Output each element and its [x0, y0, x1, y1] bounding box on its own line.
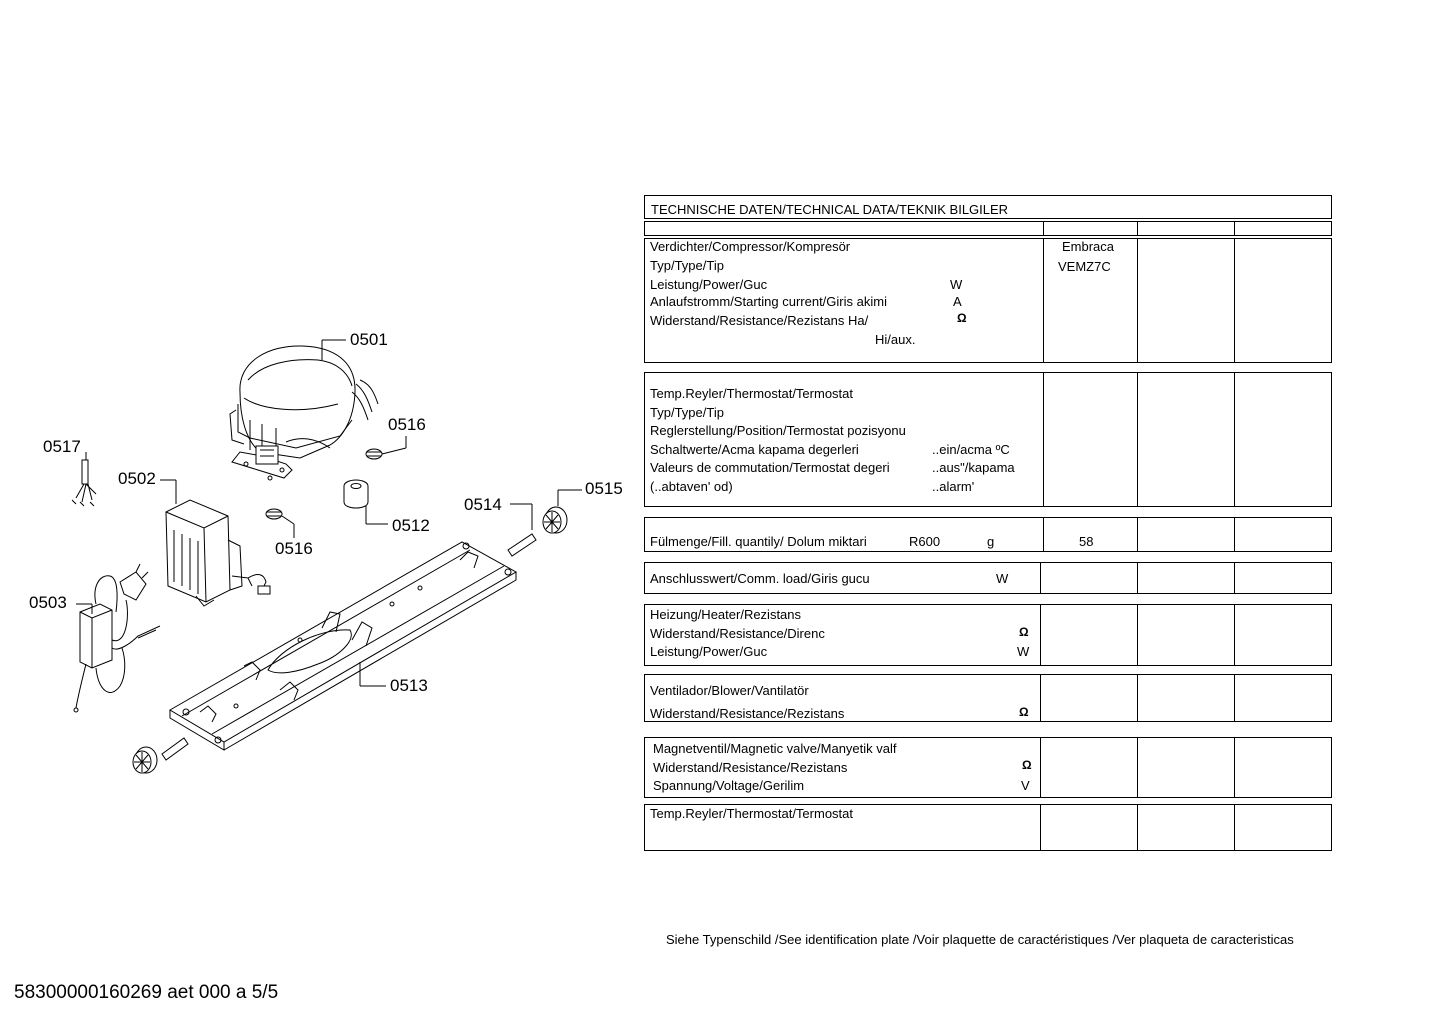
magnetic-valve-voltage-unit: V	[1021, 778, 1030, 793]
compressor-current-unit: A	[953, 294, 962, 309]
pin-lower-drawing	[162, 738, 188, 760]
table-header-title: TECHNISCHE DATEN/TECHNICAL DATA/TEKNIK BILGILER	[651, 202, 1009, 217]
heater-label: Heizung/Heater/Rezistans	[650, 607, 802, 622]
part-label-0515: 0515	[585, 479, 623, 498]
end-cap-lower-drawing	[133, 747, 157, 773]
compressor-resistance-label: Widerstand/Resistance/Rezistans Ha/	[650, 313, 869, 328]
document-id: 58300000160269 aet 000 a 5/5	[14, 982, 279, 1003]
thermostat-type-label: Typ/Type/Tip	[650, 405, 724, 420]
thermostat-off-unit: ..aus"/kapama	[932, 460, 1015, 475]
thermostat-switch-values-label: Schaltwerte/Acma kapama degerleri	[650, 442, 859, 457]
thermostat-alarm-unit: ..alarm'	[932, 479, 975, 494]
power-cord-0503-drawing	[74, 564, 160, 712]
thermostat-position-label: Reglerstellung/Position/Termostat pozisyonu	[650, 423, 906, 438]
compressor-type-value: VEMZ7C	[1058, 259, 1111, 274]
grommet-0512-drawing	[344, 480, 368, 508]
magnetic-valve-voltage-label: Spannung/Voltage/Gerilim	[653, 778, 805, 793]
connected-load-unit: W	[996, 571, 1009, 586]
compressor-aux-label: Hi/aux.	[875, 332, 916, 347]
part-label-0503: 0503	[29, 593, 67, 612]
part-label-0501: 0501	[350, 330, 388, 349]
part-label-0502: 0502	[118, 469, 156, 488]
identification-plate-note: Siehe Typenschild /See identification plate /Voir plaquette de caractéristiques /Ver plaqueta de caracteristicas	[666, 932, 1294, 947]
heater-resistance-label: Widerstand/Resistance/Direnc	[650, 626, 825, 641]
fill-quantity-unit: g	[987, 534, 995, 549]
heater-power-label: Leistung/Power/Guc	[650, 644, 768, 659]
cable-0517-drawing	[72, 460, 96, 506]
heater-power-unit: W	[1017, 644, 1030, 659]
thermostat-defrost-label: (..abtaven' od)	[650, 479, 733, 494]
blower-label: Ventilador/Blower/Vantilatör	[650, 683, 809, 698]
part-label-0516-upper: 0516	[388, 415, 426, 434]
compressor-current-label: Anlaufstromm/Starting current/Giris akimi	[650, 294, 887, 309]
compressor-label: Verdichter/Compressor/Kompresör	[650, 239, 851, 254]
compressor-drawing	[230, 346, 378, 480]
compressor-type-label: Typ/Type/Tip	[650, 258, 724, 273]
exploded-parts-drawing	[0, 0, 640, 800]
clip-0516-upper-drawing	[366, 449, 382, 459]
part-label-0514: 0514	[464, 495, 502, 514]
thermostat-label: Temp.Reyler/Thermostat/Termostat	[650, 386, 854, 401]
part-label-0513: 0513	[390, 676, 428, 695]
magnetic-valve-resistance-unit: Ω	[1022, 758, 1032, 772]
part-label-0512: 0512	[392, 516, 430, 535]
blower-resistance-label: Widerstand/Resistance/Rezistans	[650, 706, 845, 721]
refrigerant-name: R600	[909, 534, 941, 549]
blower-resistance-unit: Ω	[1019, 705, 1029, 719]
end-cap-0515-drawing	[543, 507, 567, 533]
thermostat-on-unit: ..ein/acma ºC	[932, 442, 1010, 457]
magnetic-valve-resistance-label: Widerstand/Resistance/Rezistans	[653, 760, 848, 775]
clip-0516-lower-drawing	[266, 509, 282, 519]
part-label-0517: 0517	[43, 437, 81, 456]
fill-quantity-value: 58	[1079, 534, 1094, 549]
thermostat2-label: Temp.Reyler/Thermostat/Termostat	[650, 806, 854, 821]
column-header-strip	[644, 221, 1332, 236]
fill-quantity-label: Fülmenge/Fill. quantily/ Dolum miktari	[650, 534, 867, 549]
pin-0514-drawing	[508, 534, 536, 556]
connected-load-label: Anschlusswert/Comm. load/Giris gucu	[650, 571, 870, 586]
relay-0502-drawing	[166, 500, 270, 606]
part-label-0516-lower: 0516	[275, 539, 313, 558]
thermostat-commutation-label: Valeurs de commutation/Termostat degeri	[650, 460, 890, 475]
compressor-make-value: Embraca	[1062, 239, 1115, 254]
compressor-resistance-unit: Ω	[957, 311, 967, 325]
heater-resistance-unit: Ω	[1019, 625, 1029, 639]
compressor-power-unit: W	[950, 277, 963, 292]
compressor-power-label: Leistung/Power/Guc	[650, 277, 768, 292]
magnetic-valve-label: Magnetventil/Magnetic valve/Manyetik valf	[653, 741, 897, 756]
